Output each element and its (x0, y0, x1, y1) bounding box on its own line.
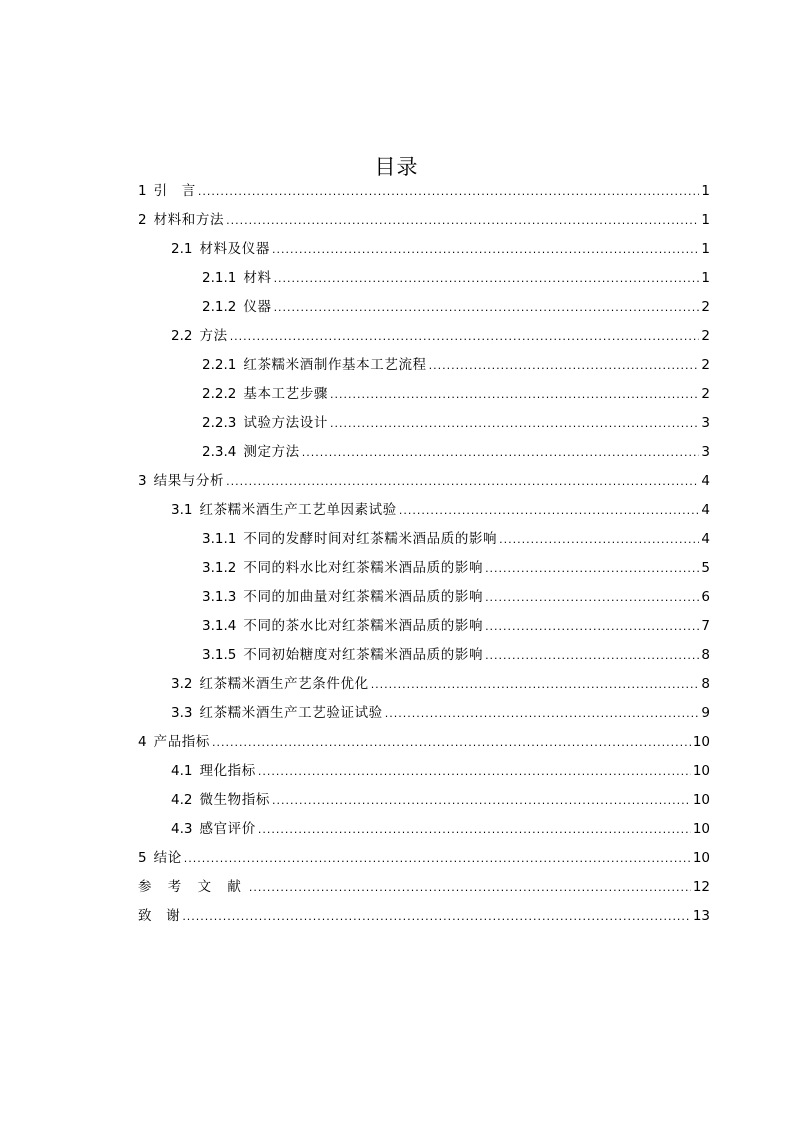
table-of-contents (0, 177, 793, 947)
dot-leader (371, 670, 700, 699)
toc-entry-label: 不同初始糖度对红茶糯米酒品质的影响 (243, 647, 484, 663)
toc-entry-number: 4.1 (171, 763, 193, 779)
toc-entry-page: 6 (701, 589, 710, 605)
toc-entry-3-3[interactable] (171, 699, 710, 728)
toc-entry-number: 5 (138, 850, 147, 866)
toc-title: 目录 (374, 155, 419, 180)
toc-entry-3-1-5[interactable] (202, 641, 710, 670)
toc-entry-label: 红茶糯米酒生产工艺验证试验 (199, 705, 383, 721)
toc-entry-2-2-3[interactable] (202, 409, 710, 438)
toc-entry-3-1-2[interactable] (202, 554, 710, 583)
toc-entry-label: 方法 (199, 328, 228, 344)
dot-leader (485, 641, 699, 670)
toc-entry-number: 3.1.4 (202, 618, 237, 634)
toc-entry-label: 微生物指标 (199, 792, 270, 808)
toc-entry-label: 仪器 (243, 299, 272, 315)
toc-entry-3-1-4[interactable] (202, 612, 710, 641)
toc-entry-label: 不同的茶水比对红茶糯米酒品质的影响 (243, 618, 484, 634)
toc-entry-number: 2.1 (171, 241, 193, 257)
toc-entry-label: 红茶糯米酒生产工艺单因素试验 (199, 502, 397, 518)
toc-entry-number: 2.2.2 (202, 386, 237, 402)
toc-entry-page: 4 (701, 502, 710, 518)
dot-leader (184, 844, 691, 873)
toc-entry-label: 不同的料水比对红茶糯米酒品质的影响 (243, 560, 484, 576)
toc-entry-number: 2 (138, 212, 147, 228)
toc-entry-label: 材料 (243, 270, 272, 286)
toc-entry-number: 3.1 (171, 502, 193, 518)
toc-entry-acknowledgements[interactable] (138, 902, 710, 931)
toc-entry-label: 不同的发酵时间对红茶糯米酒品质的影响 (243, 531, 498, 547)
toc-entry-page: 12 (692, 879, 710, 895)
dot-leader (182, 902, 691, 931)
toc-entry-page: 1 (701, 241, 710, 257)
toc-entry-2-1-2[interactable] (202, 293, 710, 322)
toc-entry-label: 试验方法设计 (243, 415, 328, 431)
toc-entry-number: 2.1.1 (202, 270, 237, 286)
toc-entry-page: 3 (701, 415, 710, 431)
toc-entry-label: 材料及仪器 (199, 241, 270, 257)
toc-entry-page: 1 (701, 212, 710, 228)
toc-entry-4-2[interactable] (171, 786, 710, 815)
toc-entry-number: 3.2 (171, 676, 193, 692)
toc-entry-label: 不同的加曲量对红茶糯米酒品质的影响 (243, 589, 484, 605)
toc-entry-number: 3 (138, 473, 147, 489)
dot-leader (429, 351, 700, 380)
toc-entry-label: 材料和方法 (153, 212, 225, 228)
toc-entry-page: 8 (701, 647, 710, 663)
dot-leader (226, 206, 699, 235)
toc-entry-number: 3.1.5 (202, 647, 237, 663)
toc-entry-2[interactable] (138, 206, 710, 235)
dot-leader (249, 873, 691, 902)
toc-entry-5[interactable] (138, 844, 710, 873)
toc-entry-page: 4 (701, 531, 710, 547)
toc-entry-label: 红茶糯米酒生产艺条件优化 (199, 676, 369, 692)
toc-entry-3[interactable] (138, 467, 710, 496)
toc-entry-page: 2 (701, 386, 710, 402)
toc-entry-number: 4 (138, 734, 147, 750)
dot-leader (226, 467, 699, 496)
toc-entry-number: 2.2 (171, 328, 193, 344)
dot-leader (272, 235, 699, 264)
toc-entry-label: 结论 (153, 850, 182, 866)
toc-entry-page: 13 (692, 908, 710, 924)
toc-entry-2-1[interactable] (171, 235, 710, 264)
toc-entry-page: 5 (701, 560, 710, 576)
toc-entry-label: 基本工艺步骤 (243, 386, 328, 402)
toc-entry-3-2[interactable] (171, 670, 710, 699)
toc-entry-page: 10 (692, 821, 710, 837)
toc-entry-page: 9 (701, 705, 710, 721)
toc-entry-page: 2 (701, 299, 710, 315)
toc-entry-page: 10 (692, 763, 710, 779)
toc-entry-3-1-1[interactable] (202, 525, 710, 554)
dot-leader (198, 177, 700, 206)
toc-entry-2-2[interactable] (171, 322, 710, 351)
toc-entry-page: 10 (692, 734, 710, 750)
dot-leader (485, 554, 699, 583)
toc-entry-number: 2.2.1 (202, 357, 237, 373)
dot-leader (274, 293, 700, 322)
toc-entry-label: 红茶糯米酒制作基本工艺流程 (243, 357, 427, 373)
dot-leader (330, 409, 699, 438)
toc-entry-number: 3.3 (171, 705, 193, 721)
toc-entry-page: 10 (692, 850, 710, 866)
toc-entry-page: 2 (701, 357, 710, 373)
toc-entry-number: 2.1.2 (202, 299, 237, 315)
dot-leader (499, 525, 699, 554)
toc-entry-number: 1 (138, 183, 147, 199)
toc-entry-references[interactable] (138, 873, 710, 902)
toc-entry-page: 2 (701, 328, 710, 344)
dot-leader (330, 380, 699, 409)
toc-entry-number: 3.1.1 (202, 531, 237, 547)
toc-entry-number: 3.1.3 (202, 589, 237, 605)
toc-entry-4[interactable] (138, 728, 710, 757)
toc-entry-page: 10 (692, 792, 710, 808)
toc-entry-label: 参 考 文 献 (138, 879, 247, 895)
toc-entry-1[interactable] (138, 177, 710, 206)
toc-entry-page: 1 (701, 183, 710, 199)
toc-entry-number: 2.2.3 (202, 415, 237, 431)
dot-leader (385, 699, 700, 728)
toc-entry-number: 3.1.2 (202, 560, 237, 576)
toc-entry-page: 8 (701, 676, 710, 692)
toc-entry-2-3-4[interactable] (202, 438, 710, 467)
toc-entry-3-1[interactable] (171, 496, 710, 525)
dot-leader (399, 496, 700, 525)
toc-entry-page: 4 (701, 473, 710, 489)
dot-leader (485, 583, 699, 612)
toc-entry-page: 7 (701, 618, 710, 634)
toc-entry-label: 致 谢 (138, 908, 181, 924)
toc-entry-label: 产品指标 (153, 734, 210, 750)
toc-entry-2-2-1[interactable] (202, 351, 710, 380)
dot-leader (485, 612, 699, 641)
toc-entry-label: 感官评价 (199, 821, 256, 837)
dot-leader (272, 786, 691, 815)
toc-entry-2-2-2[interactable] (202, 380, 710, 409)
toc-entry-label: 测定方法 (243, 444, 300, 460)
toc-entry-page: 1 (701, 270, 710, 286)
toc-entry-4-1[interactable] (171, 757, 710, 786)
dot-leader (258, 815, 691, 844)
toc-entry-number: 4.2 (171, 792, 193, 808)
toc-entry-number: 4.3 (171, 821, 193, 837)
toc-entry-label: 理化指标 (199, 763, 256, 779)
toc-entry-3-1-3[interactable] (202, 583, 710, 612)
dot-leader (212, 728, 691, 757)
toc-entry-label: 引 言 (153, 183, 196, 199)
dot-leader (230, 322, 700, 351)
toc-entry-4-3[interactable] (171, 815, 710, 844)
toc-entry-number: 2.3.4 (202, 444, 237, 460)
dot-leader (274, 264, 700, 293)
toc-entry-page: 3 (701, 444, 710, 460)
dot-leader (258, 757, 691, 786)
dot-leader (302, 438, 700, 467)
toc-entry-2-1-1[interactable] (202, 264, 710, 293)
toc-entry-label: 结果与分析 (153, 473, 225, 489)
